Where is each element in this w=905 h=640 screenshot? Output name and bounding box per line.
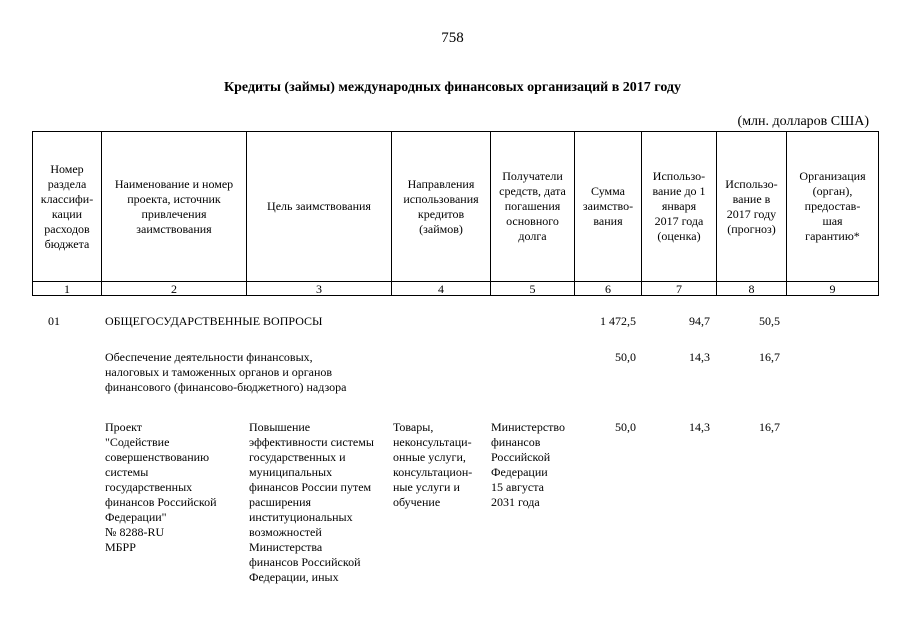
project-directions-line: ные услуги и (393, 480, 460, 494)
header-line: Цель заимствования (267, 199, 371, 213)
project-name-line: совершенствованию (105, 450, 210, 464)
header-col-9 (787, 132, 878, 281)
header-line: расходов (44, 221, 90, 236)
header-col-4 (392, 132, 490, 281)
header-col-8 (717, 132, 786, 281)
header-line: Организация (799, 169, 866, 183)
header-line: вание до 1 (652, 184, 706, 198)
subsection-line: Обеспечение деятельности финансовых, (105, 350, 313, 364)
header-col-6 (575, 132, 641, 281)
header-line: Номер (50, 161, 84, 176)
header-col-2 (102, 132, 246, 281)
header-line: основного (506, 214, 559, 228)
header-line: долга (518, 229, 547, 243)
header-line: января (661, 199, 697, 213)
header-line: привлечения (141, 206, 207, 221)
project-name-line: "Содействие (105, 435, 170, 449)
project-recipient-line: 2031 года (491, 495, 540, 509)
column-number: 2 (171, 281, 177, 296)
header-line: проекта, источник (127, 191, 221, 206)
header-line: 2017 года (654, 214, 704, 228)
units-label: (млн. долларов США) (737, 114, 869, 129)
project-goal-line: финансов Российской (249, 555, 361, 569)
header-line: использования (403, 191, 479, 206)
header-line: Использо- (652, 169, 706, 183)
column-number: 1 (64, 281, 70, 296)
header-col-1 (33, 132, 101, 281)
project-directions (393, 420, 489, 510)
project-goal-line: Федерации, иных (249, 570, 339, 584)
project-name-line: финансов Российской (105, 495, 217, 509)
subsection-sum: 50,0 (615, 350, 636, 364)
project-directions-line: Товары, (393, 420, 434, 434)
header-line: Направления (407, 176, 475, 191)
header-line: шая (822, 214, 843, 228)
project-directions-line: обучение (393, 495, 441, 509)
project-goal-line: муниципальных (249, 465, 333, 479)
project-name-line: системы (105, 465, 149, 479)
header-line: раздела (47, 176, 87, 191)
project-goal-line: институциональных (249, 510, 353, 524)
project-recipient (491, 420, 573, 510)
header-line: Наименование и номер (114, 176, 234, 191)
project-used-2017: 16,7 (759, 420, 780, 434)
project-name-line: Федерации" (105, 510, 167, 524)
section-code: 01 (48, 314, 60, 328)
header-col-5 (491, 132, 574, 281)
project-goal-line: государственных и (249, 450, 346, 464)
header-line: кации (51, 206, 83, 221)
header-line: Получатели (502, 169, 563, 183)
column-number: 9 (829, 281, 836, 296)
header-line: предостав- (804, 199, 861, 213)
header-line: Использо- (725, 176, 778, 191)
project-name (105, 420, 245, 555)
column-number: 6 (605, 281, 611, 296)
project-name-line: МБРР (105, 540, 136, 554)
project-name-line: № 8288-RU (105, 525, 165, 539)
subsection-line: финансового (финансово-бюджетного) надзора (105, 380, 347, 394)
section-name: ОБЩЕГОСУДАРСТВЕННЫЕ ВОПРОСЫ (105, 314, 323, 328)
project-goal-line: финансов России путем (249, 480, 372, 494)
project-recipient-line: финансов (491, 435, 541, 449)
project-directions-line: неконсультаци- (393, 435, 472, 449)
project-directions-line: консультацион- (393, 465, 473, 479)
subsection-used-before: 14,3 (689, 350, 710, 364)
header-line: средств, дата (499, 184, 566, 198)
header-line: Сумма (591, 184, 625, 198)
header-line: погашения (504, 199, 561, 213)
project-directions-line: онные услуги, (393, 450, 466, 464)
table-header (32, 131, 879, 296)
column-number: 3 (316, 281, 322, 296)
header-line: (прогноз) (727, 221, 776, 236)
project-goal-line: расширения (249, 495, 312, 509)
header-line: бюджета (44, 236, 90, 251)
document-title: Кредиты (займы) международных финансовых организаций в 2017 году (223, 80, 681, 95)
project-name-line: Проект (105, 420, 143, 434)
header-col-3 (247, 132, 391, 281)
header-line: 2017 году (726, 206, 777, 221)
project-used-before: 14,3 (689, 420, 710, 434)
project-name-line: государственных (105, 480, 193, 494)
page-number: 758 (441, 30, 464, 46)
header-line: вание в (732, 191, 771, 206)
subsection-name (105, 350, 346, 395)
project-goal-line: Повышение (249, 420, 311, 434)
subsection-line: налоговых и таможенных органов и органов (105, 365, 333, 379)
subsection-used-2017: 16,7 (759, 350, 780, 364)
project-recipient-line: Федерации (491, 465, 548, 479)
section-sum: 1 472,5 (600, 314, 636, 328)
header-line: (займов) (419, 221, 463, 236)
project-recipient-line: Российской (491, 450, 551, 464)
column-number: 5 (529, 281, 536, 296)
column-number: 7 (676, 281, 682, 296)
project-recipient-line: 15 августа (491, 480, 544, 494)
header-col-7 (642, 132, 716, 281)
project-goal-line: Министерства (249, 540, 323, 554)
project-recipient-line: Министерство (491, 420, 565, 434)
header-line: классифи- (40, 191, 94, 206)
header-line: гарантию* (805, 229, 860, 243)
header-line: вания (593, 214, 623, 228)
header-line: кредитов (417, 206, 465, 221)
column-number: 4 (438, 281, 444, 296)
header-line: заимство- (582, 199, 634, 213)
column-number: 8 (748, 281, 755, 296)
project-goal-line: возможностей (249, 525, 322, 539)
project-goal-line: эффективности системы (249, 435, 374, 449)
section-used-2017: 50,5 (759, 314, 780, 328)
header-line: (орган), (812, 184, 853, 198)
header-line: заимствования (136, 221, 212, 236)
project-goal (249, 420, 391, 585)
project-sum: 50,0 (615, 420, 636, 434)
section-used-before: 94,7 (689, 314, 710, 328)
header-line: (оценка) (657, 229, 701, 243)
